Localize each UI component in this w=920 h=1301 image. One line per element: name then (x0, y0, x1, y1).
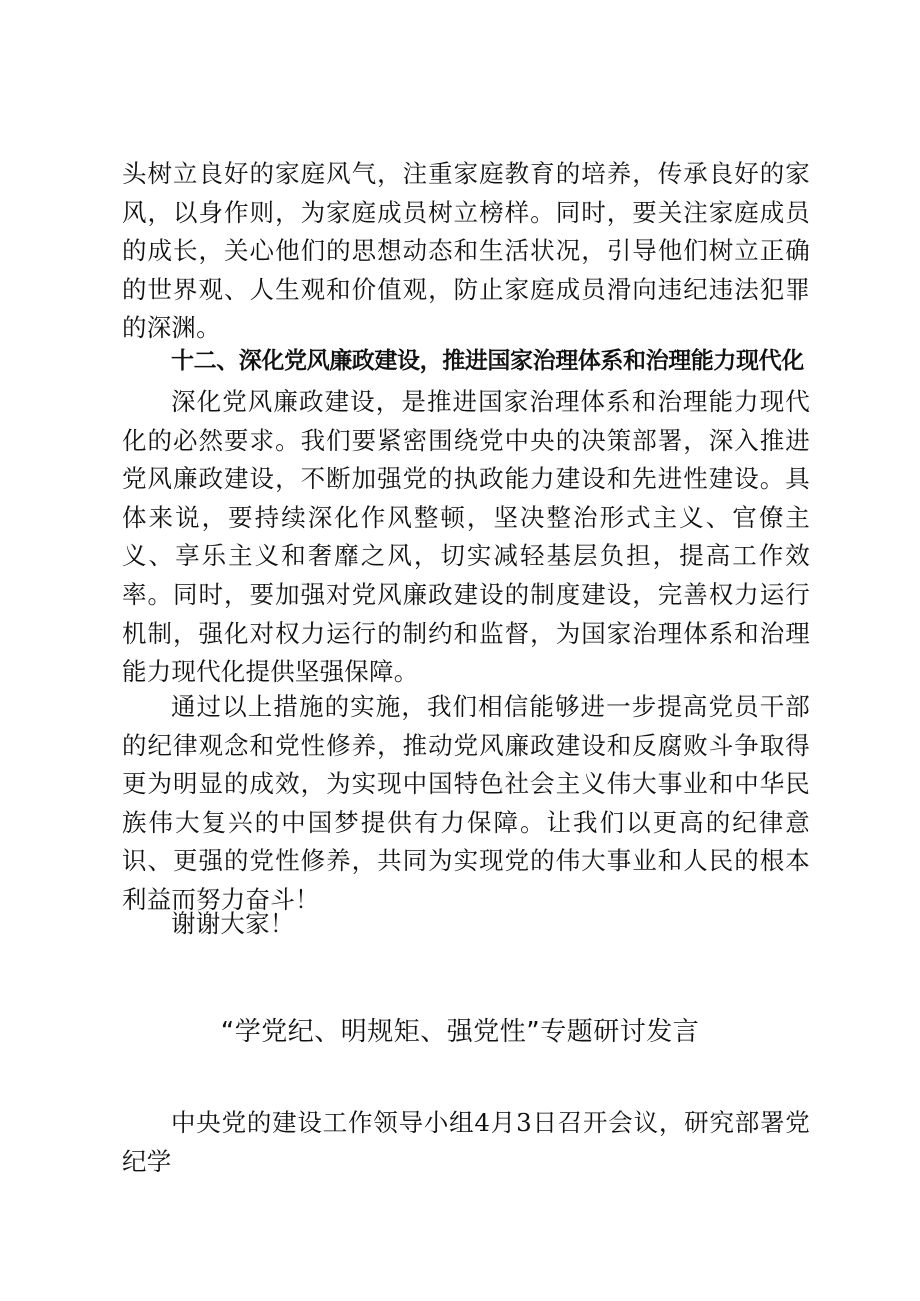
paragraph-conclusion: 通过以上措施的实施，我们相信能够进一步提高党员干部的纪律观念和党性修养，推动党风廉政建设和反腐败斗争取得更为明显的成效，为实现中国特色社会主义伟大事业和中华民族伟大复兴的中国梦提供有力保障。让我们以更高的纪律意识、更强的党性修养，共同为实现党的伟大事业和人民的根本利益而努力奋斗！ (122, 692, 810, 914)
paragraph-party-conduct: 深化党风廉政建设，是推进国家治理体系和治理能力现代化的必然要求。我们要紧密围绕党中央的决策部署，深入推进党风廉政建设，不断加强党的执政能力建设和先进性建设。具体来说，要持续深化作风整顿，坚决整治形式主义、官僚主义、享乐主义和奢靡之风，切实减轻基层负担，提高工作效率。同时，要加强对党风廉政建设的制度建设，完善权力运行机制，强化对权力运行的制约和监督，为国家治理体系和治理能力现代化提供坚强保障。 (122, 387, 810, 687)
paragraph-intro: 中央党的建设工作领导小组4月3日召开会议，研究部署党纪学 (122, 1108, 810, 1176)
paragraph-thanks: 谢谢大家！ (171, 909, 295, 938)
speech-title: “学党纪、明规矩、强党性”专题研讨发言 (220, 1017, 700, 1047)
section-heading-12: 十二、深化党风廉政建设，推进国家治理体系和治理能力现代化 (171, 348, 804, 374)
paragraph-family-ethos: 头树立良好的家庭风气，注重家庭教育的培养，传承良好的家风，以身作则，为家庭成员树立榜样。同时，要关注家庭成员的成长，关心他们的思想动态和生活状况，引导他们树立正确的世界观、人生观和价值观，防止家庭成员滑向违纪违法犯罪的深渊。 (122, 159, 810, 343)
